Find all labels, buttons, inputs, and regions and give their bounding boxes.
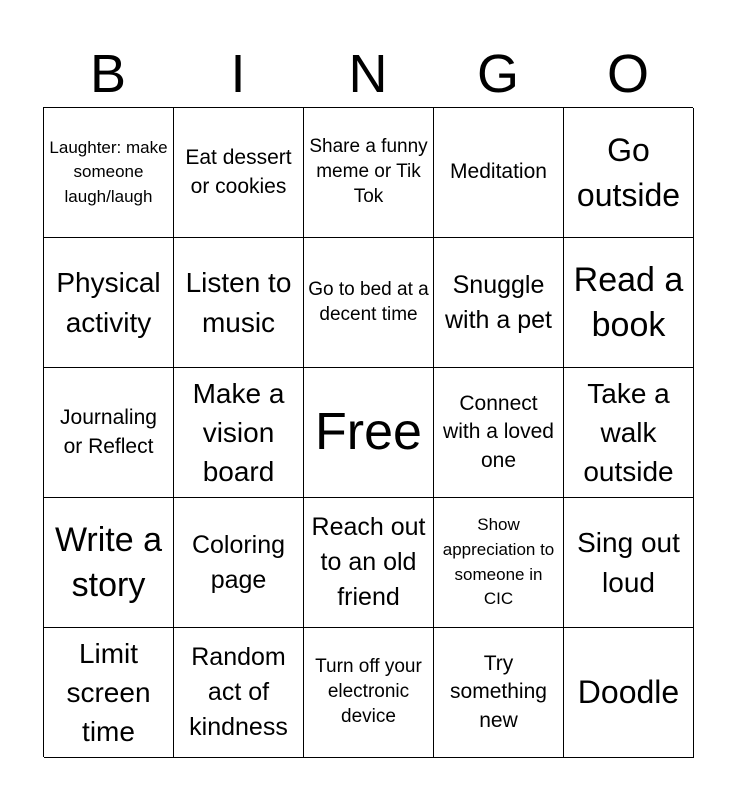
bingo-cell[interactable] [564, 368, 694, 498]
cell-label: Random act of kindness [189, 643, 288, 741]
bingo-cell[interactable] [434, 628, 564, 758]
cell-label: Meditation [450, 160, 547, 184]
cell-label: Limit screen time [66, 637, 151, 748]
bingo-cell[interactable] [434, 368, 564, 498]
cell-label: Laughter: make someone laugh/laugh [49, 137, 168, 206]
bingo-cell[interactable] [44, 498, 174, 628]
bingo-cell[interactable] [44, 368, 174, 498]
bingo-cell[interactable] [564, 108, 694, 238]
cell-label: Try something new [450, 651, 547, 732]
free-space-label: Free [315, 402, 422, 461]
bingo-cell[interactable] [564, 628, 694, 758]
cell-label: Doodle [577, 674, 680, 711]
cell-label: Sing out loud [577, 527, 680, 598]
cell-label: Read a book [573, 261, 684, 344]
cell-label: Write a story [54, 521, 163, 604]
header-letter-b: B [89, 44, 127, 104]
bingo-cell[interactable] [434, 108, 564, 238]
cell-label: Physical activity [56, 267, 161, 338]
bingo-cell[interactable] [44, 628, 174, 758]
bingo-cell[interactable] [304, 238, 434, 368]
cell-label: Snuggle with a pet [444, 270, 552, 334]
header-letter-g: G [476, 44, 519, 104]
cell-label: Coloring page [191, 530, 286, 594]
bingo-cell[interactable] [564, 498, 694, 628]
bingo-cell[interactable] [304, 498, 434, 628]
bingo-cell[interactable] [44, 108, 174, 238]
bingo-cell[interactable] [434, 498, 564, 628]
cell-label: Go outside [576, 131, 681, 213]
cell-label: Reach out to an old friend [311, 513, 426, 611]
cell-label: Eat dessert or cookies [185, 146, 292, 198]
bingo-board [43, 107, 693, 757]
cell-label: Share a funny meme or Tik Tok [309, 136, 428, 207]
bingo-cell[interactable] [304, 628, 434, 758]
cell-label: Take a walk outside [583, 377, 674, 488]
cell-label: Connect with a loved one [443, 391, 554, 472]
bingo-header [43, 40, 693, 108]
bingo-cell[interactable] [174, 238, 304, 368]
header-letter-n: N [348, 44, 388, 104]
bingo-cell[interactable] [304, 108, 434, 238]
bingo-cell[interactable] [174, 628, 304, 758]
free-space[interactable] [304, 368, 434, 498]
cell-label: Journaling or Reflect [60, 406, 157, 458]
bingo-cell[interactable] [434, 238, 564, 368]
header-letter-i: I [230, 44, 246, 104]
bingo-cell[interactable] [564, 238, 694, 368]
cell-label: Go to bed at a decent time [308, 278, 429, 325]
bingo-cell[interactable] [174, 368, 304, 498]
cell-label: Turn off your electronic device [315, 656, 422, 727]
cell-label: Make a vision board [192, 377, 285, 488]
cell-label: Show appreciation to someone in CIC [442, 515, 555, 609]
bingo-cell[interactable] [174, 108, 304, 238]
header-letter-o: O [606, 44, 649, 104]
cell-label: Listen to music [185, 267, 292, 338]
bingo-cell[interactable] [44, 238, 174, 368]
bingo-cell[interactable] [174, 498, 304, 628]
